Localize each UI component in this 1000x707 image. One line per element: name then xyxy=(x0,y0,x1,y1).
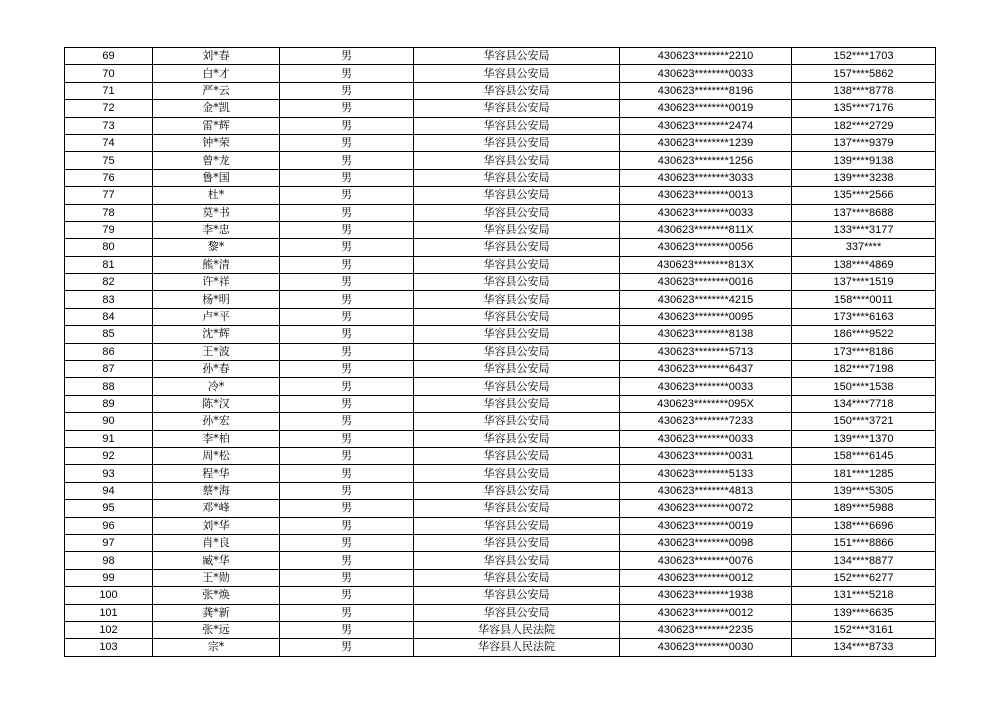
row-number-cell: 92 xyxy=(65,447,153,464)
name-cell: 白*才 xyxy=(153,65,280,82)
table-row xyxy=(65,221,936,238)
table-row xyxy=(65,500,936,517)
table-row xyxy=(65,517,936,534)
table-row xyxy=(65,48,936,65)
phone-cell: 151****8866 xyxy=(792,534,936,551)
id-number-cell: 430623********813X xyxy=(620,256,792,273)
unit-cell: 华容县公安局 xyxy=(414,500,620,517)
id-number-cell: 430623********0072 xyxy=(620,500,792,517)
unit-cell: 华容县公安局 xyxy=(414,343,620,360)
row-number-cell: 97 xyxy=(65,534,153,551)
id-number-cell: 430623********0033 xyxy=(620,204,792,221)
unit-cell: 华容县公安局 xyxy=(414,187,620,204)
row-number-cell: 100 xyxy=(65,587,153,604)
table-row xyxy=(65,274,936,291)
name-cell: 邓*峰 xyxy=(153,500,280,517)
name-cell: 冷* xyxy=(153,378,280,395)
gender-cell: 男 xyxy=(280,82,414,99)
id-number-cell: 430623********0030 xyxy=(620,639,792,656)
id-number-cell: 430623********0031 xyxy=(620,447,792,464)
id-number-cell: 430623********0012 xyxy=(620,569,792,586)
gender-cell: 男 xyxy=(280,465,414,482)
phone-cell: 152****3161 xyxy=(792,621,936,638)
table-row xyxy=(65,308,936,325)
id-number-cell: 430623********0016 xyxy=(620,274,792,291)
name-cell: 孙*宏 xyxy=(153,413,280,430)
gender-cell: 男 xyxy=(280,274,414,291)
id-number-cell: 430623********1256 xyxy=(620,152,792,169)
row-number-cell: 89 xyxy=(65,395,153,412)
id-number-cell: 430623********1938 xyxy=(620,587,792,604)
id-number-cell: 430623********6437 xyxy=(620,361,792,378)
gender-cell: 男 xyxy=(280,291,414,308)
name-cell: 陈*汉 xyxy=(153,395,280,412)
phone-cell: 137****8688 xyxy=(792,204,936,221)
gender-cell: 男 xyxy=(280,117,414,134)
id-number-cell: 430623********5133 xyxy=(620,465,792,482)
phone-cell: 131****5218 xyxy=(792,587,936,604)
name-cell: 卢*平 xyxy=(153,308,280,325)
unit-cell: 华容县人民法院 xyxy=(414,621,620,638)
name-cell: 雷*辉 xyxy=(153,117,280,134)
row-number-cell: 72 xyxy=(65,100,153,117)
row-number-cell: 96 xyxy=(65,517,153,534)
phone-cell: 135****2566 xyxy=(792,187,936,204)
gender-cell: 男 xyxy=(280,343,414,360)
table-row xyxy=(65,604,936,621)
row-number-cell: 74 xyxy=(65,134,153,151)
id-number-cell: 430623********7233 xyxy=(620,413,792,430)
name-cell: 杨*明 xyxy=(153,291,280,308)
id-number-cell: 430623********0013 xyxy=(620,187,792,204)
row-number-cell: 87 xyxy=(65,361,153,378)
id-number-cell: 430623********0056 xyxy=(620,239,792,256)
name-cell: 严*云 xyxy=(153,82,280,99)
phone-cell: 158****0011 xyxy=(792,291,936,308)
table-row xyxy=(65,552,936,569)
phone-cell: 186****9522 xyxy=(792,326,936,343)
gender-cell: 男 xyxy=(280,134,414,151)
gender-cell: 男 xyxy=(280,517,414,534)
gender-cell: 男 xyxy=(280,447,414,464)
gender-cell: 男 xyxy=(280,48,414,65)
phone-cell: 139****5305 xyxy=(792,482,936,499)
id-number-cell: 430623********1239 xyxy=(620,134,792,151)
gender-cell: 男 xyxy=(280,430,414,447)
table-row xyxy=(65,621,936,638)
unit-cell: 华容县公安局 xyxy=(414,534,620,551)
row-number-cell: 76 xyxy=(65,169,153,186)
row-number-cell: 79 xyxy=(65,221,153,238)
phone-cell: 189****5988 xyxy=(792,500,936,517)
id-number-cell: 430623********0076 xyxy=(620,552,792,569)
unit-cell: 华容县公安局 xyxy=(414,117,620,134)
table-row xyxy=(65,239,936,256)
phone-cell: 139****1370 xyxy=(792,430,936,447)
row-number-cell: 77 xyxy=(65,187,153,204)
unit-cell: 华容县公安局 xyxy=(414,256,620,273)
name-cell: 宗* xyxy=(153,639,280,656)
row-number-cell: 91 xyxy=(65,430,153,447)
gender-cell: 男 xyxy=(280,500,414,517)
row-number-cell: 103 xyxy=(65,639,153,656)
row-number-cell: 82 xyxy=(65,274,153,291)
table-row xyxy=(65,447,936,464)
gender-cell: 男 xyxy=(280,534,414,551)
unit-cell: 华容县公安局 xyxy=(414,482,620,499)
table-row xyxy=(65,65,936,82)
unit-cell: 华容县公安局 xyxy=(414,134,620,151)
phone-cell: 134****8733 xyxy=(792,639,936,656)
gender-cell: 男 xyxy=(280,413,414,430)
name-cell: 周*松 xyxy=(153,447,280,464)
unit-cell: 华容县公安局 xyxy=(414,465,620,482)
table-row xyxy=(65,413,936,430)
row-number-cell: 71 xyxy=(65,82,153,99)
id-number-cell: 430623********2235 xyxy=(620,621,792,638)
name-cell: 金*凯 xyxy=(153,100,280,117)
gender-cell: 男 xyxy=(280,621,414,638)
unit-cell: 华容县公安局 xyxy=(414,291,620,308)
table-row xyxy=(65,569,936,586)
id-number-cell: 430623********0033 xyxy=(620,65,792,82)
unit-cell: 华容县公安局 xyxy=(414,65,620,82)
name-cell: 程*华 xyxy=(153,465,280,482)
phone-cell: 173****8186 xyxy=(792,343,936,360)
phone-cell: 152****6277 xyxy=(792,569,936,586)
id-number-cell: 430623********2474 xyxy=(620,117,792,134)
unit-cell: 华容县公安局 xyxy=(414,604,620,621)
id-number-cell: 430623********2210 xyxy=(620,48,792,65)
gender-cell: 男 xyxy=(280,256,414,273)
table-body xyxy=(65,48,936,657)
name-cell: 臧*华 xyxy=(153,552,280,569)
gender-cell: 男 xyxy=(280,482,414,499)
id-number-cell: 430623********4813 xyxy=(620,482,792,499)
phone-cell: 139****3238 xyxy=(792,169,936,186)
table-row xyxy=(65,152,936,169)
name-cell: 鲁*国 xyxy=(153,169,280,186)
unit-cell: 华容县公安局 xyxy=(414,326,620,343)
row-number-cell: 75 xyxy=(65,152,153,169)
table-row xyxy=(65,169,936,186)
name-cell: 龚*新 xyxy=(153,604,280,621)
id-number-cell: 430623********0033 xyxy=(620,378,792,395)
name-cell: 李*柏 xyxy=(153,430,280,447)
unit-cell: 华容县公安局 xyxy=(414,413,620,430)
row-number-cell: 95 xyxy=(65,500,153,517)
unit-cell: 华容县公安局 xyxy=(414,569,620,586)
row-number-cell: 98 xyxy=(65,552,153,569)
gender-cell: 男 xyxy=(280,639,414,656)
unit-cell: 华容县公安局 xyxy=(414,82,620,99)
table-row xyxy=(65,291,936,308)
id-number-cell: 430623********0095 xyxy=(620,308,792,325)
phone-cell: 137****9379 xyxy=(792,134,936,151)
name-cell: 刘*春 xyxy=(153,48,280,65)
name-cell: 熊*清 xyxy=(153,256,280,273)
row-number-cell: 93 xyxy=(65,465,153,482)
gender-cell: 男 xyxy=(280,169,414,186)
unit-cell: 华容县公安局 xyxy=(414,395,620,412)
name-cell: 刘*华 xyxy=(153,517,280,534)
name-cell: 张*远 xyxy=(153,621,280,638)
gender-cell: 男 xyxy=(280,361,414,378)
name-cell: 钟*荣 xyxy=(153,134,280,151)
gender-cell: 男 xyxy=(280,187,414,204)
id-number-cell: 430623********0019 xyxy=(620,100,792,117)
id-number-cell: 430623********8138 xyxy=(620,326,792,343)
gender-cell: 男 xyxy=(280,604,414,621)
name-cell: 王*勋 xyxy=(153,569,280,586)
table-row xyxy=(65,587,936,604)
row-number-cell: 69 xyxy=(65,48,153,65)
gender-cell: 男 xyxy=(280,308,414,325)
row-number-cell: 70 xyxy=(65,65,153,82)
id-number-cell: 430623********0019 xyxy=(620,517,792,534)
phone-cell: 138****8778 xyxy=(792,82,936,99)
unit-cell: 华容县公安局 xyxy=(414,152,620,169)
table-row xyxy=(65,343,936,360)
table-row xyxy=(65,482,936,499)
phone-cell: 182****7198 xyxy=(792,361,936,378)
gender-cell: 男 xyxy=(280,100,414,117)
table-row xyxy=(65,326,936,343)
table-row xyxy=(65,100,936,117)
phone-cell: 152****1703 xyxy=(792,48,936,65)
table-row xyxy=(65,395,936,412)
row-number-cell: 81 xyxy=(65,256,153,273)
phone-cell: 158****6145 xyxy=(792,447,936,464)
unit-cell: 华容县公安局 xyxy=(414,239,620,256)
row-number-cell: 94 xyxy=(65,482,153,499)
gender-cell: 男 xyxy=(280,152,414,169)
name-cell: 许*祥 xyxy=(153,274,280,291)
name-cell: 张*焕 xyxy=(153,587,280,604)
id-number-cell: 430623********0033 xyxy=(620,430,792,447)
row-number-cell: 101 xyxy=(65,604,153,621)
id-number-cell: 430623********5713 xyxy=(620,343,792,360)
unit-cell: 华容县公安局 xyxy=(414,361,620,378)
name-cell: 黎* xyxy=(153,239,280,256)
phone-cell: 138****6696 xyxy=(792,517,936,534)
unit-cell: 华容县公安局 xyxy=(414,378,620,395)
id-number-cell: 430623********8196 xyxy=(620,82,792,99)
table-row xyxy=(65,361,936,378)
unit-cell: 华容县公安局 xyxy=(414,552,620,569)
table-row xyxy=(65,639,936,656)
gender-cell: 男 xyxy=(280,395,414,412)
unit-cell: 华容县公安局 xyxy=(414,221,620,238)
unit-cell: 华容县公安局 xyxy=(414,517,620,534)
name-cell: 王*波 xyxy=(153,343,280,360)
phone-cell: 134****7718 xyxy=(792,395,936,412)
id-number-cell: 430623********811X xyxy=(620,221,792,238)
name-cell: 沈*辉 xyxy=(153,326,280,343)
table-row xyxy=(65,204,936,221)
gender-cell: 男 xyxy=(280,326,414,343)
table-row xyxy=(65,134,936,151)
name-cell: 李*忠 xyxy=(153,221,280,238)
row-number-cell: 88 xyxy=(65,378,153,395)
phone-cell: 138****4869 xyxy=(792,256,936,273)
row-number-cell: 90 xyxy=(65,413,153,430)
gender-cell: 男 xyxy=(280,552,414,569)
table-row xyxy=(65,256,936,273)
phone-cell: 133****3177 xyxy=(792,221,936,238)
phone-cell: 137****1519 xyxy=(792,274,936,291)
phone-cell: 337**** xyxy=(792,239,936,256)
id-number-cell: 430623********4215 xyxy=(620,291,792,308)
phone-cell: 181****1285 xyxy=(792,465,936,482)
table-row xyxy=(65,465,936,482)
unit-cell: 华容县公安局 xyxy=(414,169,620,186)
unit-cell: 华容县公安局 xyxy=(414,587,620,604)
gender-cell: 男 xyxy=(280,569,414,586)
row-number-cell: 78 xyxy=(65,204,153,221)
row-number-cell: 84 xyxy=(65,308,153,325)
phone-cell: 139****9138 xyxy=(792,152,936,169)
unit-cell: 华容县公安局 xyxy=(414,48,620,65)
gender-cell: 男 xyxy=(280,378,414,395)
phone-cell: 182****2729 xyxy=(792,117,936,134)
personnel-table xyxy=(64,47,936,657)
phone-cell: 150****1538 xyxy=(792,378,936,395)
row-number-cell: 83 xyxy=(65,291,153,308)
id-number-cell: 430623********0098 xyxy=(620,534,792,551)
phone-cell: 135****7176 xyxy=(792,100,936,117)
table-row xyxy=(65,378,936,395)
name-cell: 杜* xyxy=(153,187,280,204)
table-row xyxy=(65,117,936,134)
id-number-cell: 430623********095X xyxy=(620,395,792,412)
unit-cell: 华容县公安局 xyxy=(414,274,620,291)
table-row xyxy=(65,534,936,551)
table-row xyxy=(65,187,936,204)
id-number-cell: 430623********3033 xyxy=(620,169,792,186)
name-cell: 孙*春 xyxy=(153,361,280,378)
row-number-cell: 102 xyxy=(65,621,153,638)
gender-cell: 男 xyxy=(280,587,414,604)
row-number-cell: 80 xyxy=(65,239,153,256)
id-number-cell: 430623********0012 xyxy=(620,604,792,621)
row-number-cell: 73 xyxy=(65,117,153,134)
gender-cell: 男 xyxy=(280,65,414,82)
table-row xyxy=(65,430,936,447)
name-cell: 莫*书 xyxy=(153,204,280,221)
phone-cell: 157****5862 xyxy=(792,65,936,82)
gender-cell: 男 xyxy=(280,239,414,256)
unit-cell: 华容县公安局 xyxy=(414,204,620,221)
unit-cell: 华容县公安局 xyxy=(414,447,620,464)
phone-cell: 134****8877 xyxy=(792,552,936,569)
gender-cell: 男 xyxy=(280,204,414,221)
name-cell: 曾*龙 xyxy=(153,152,280,169)
phone-cell: 150****3721 xyxy=(792,413,936,430)
unit-cell: 华容县公安局 xyxy=(414,430,620,447)
row-number-cell: 99 xyxy=(65,569,153,586)
gender-cell: 男 xyxy=(280,221,414,238)
row-number-cell: 85 xyxy=(65,326,153,343)
phone-cell: 173****6163 xyxy=(792,308,936,325)
unit-cell: 华容县公安局 xyxy=(414,308,620,325)
row-number-cell: 86 xyxy=(65,343,153,360)
unit-cell: 华容县公安局 xyxy=(414,100,620,117)
unit-cell: 华容县人民法院 xyxy=(414,639,620,656)
table-row xyxy=(65,82,936,99)
phone-cell: 139****6635 xyxy=(792,604,936,621)
name-cell: 肖*良 xyxy=(153,534,280,551)
name-cell: 蔡*海 xyxy=(153,482,280,499)
